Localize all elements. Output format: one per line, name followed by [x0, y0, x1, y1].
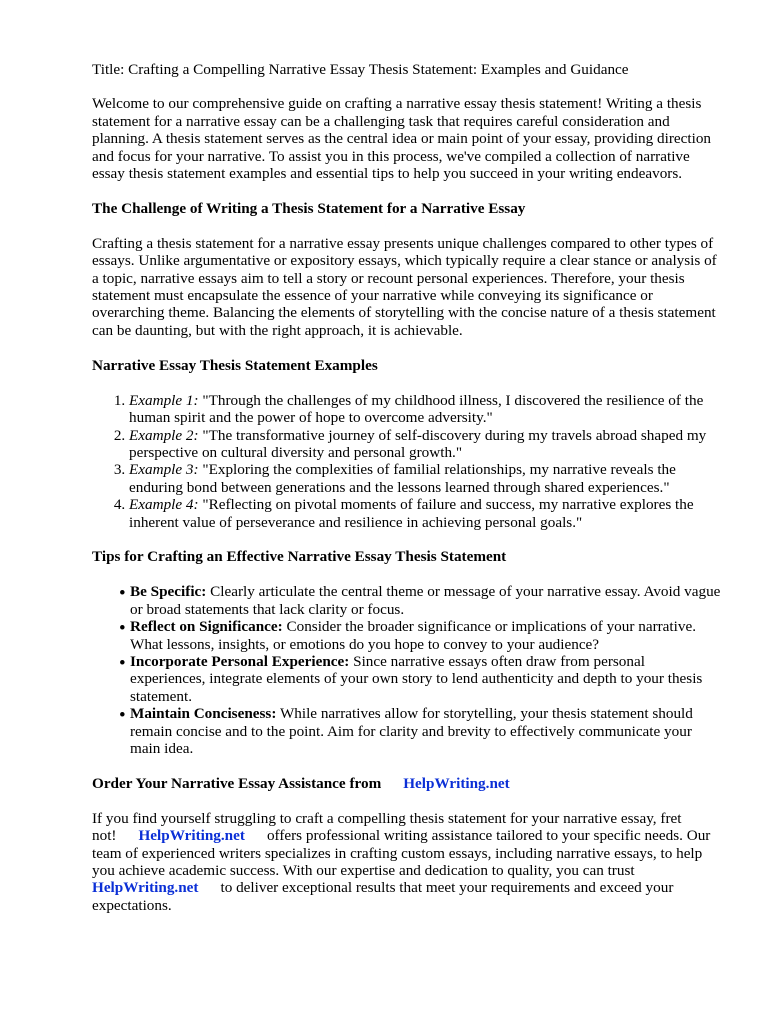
example-text: "Through the challenges of my childhood illness, I discovered the resilience of the human spirit and the power of hope to overcome adversity.": [129, 391, 704, 427]
tip-item: [119, 583, 724, 618]
bullet-icon: •: [119, 705, 126, 727]
tip-heading: Reflect on Significance:: [130, 618, 283, 636]
helpwriting-link[interactable]: HelpWriting.net: [138, 827, 245, 845]
bullet-icon: •: [119, 652, 126, 674]
tip-text: Clearly articulate the central theme or message of your narrative essay. Avoid vague or broad statements that lack clarity or focus.: [130, 583, 721, 618]
document-page: [92, 61, 724, 932]
helpwriting-heading-link[interactable]: HelpWriting.net: [403, 774, 510, 792]
tip-text: While narratives allow for storytelling, your thesis statement should remain concise and to the point. Aim for clarity and brevity to effectively communicate your main idea.: [130, 705, 693, 757]
tip-heading: Maintain Conciseness:: [130, 705, 277, 723]
intro-paragraph: Welcome to our comprehensive guide on crafting a narrative essay thesis statement! Writing a thesis statement for a narrative essay can be a challenging task that requires careful consideration and planning. A thesis statement serves as the central idea or main point of your essay, providing direction and focus for your narrative. To assist you in this process, we've compiled a collection of narrative essay thesis statement examples and essential tips to help you succeed in your writing endeavors.: [92, 95, 712, 183]
tip-heading: Incorporate Personal Experience:: [130, 652, 350, 670]
challenge-heading: The Challenge of Writing a Thesis Statement for a Narrative Essay: [92, 199, 526, 217]
document-title-line: Title: Crafting a Compelling Narrative Essay Thesis Statement: Examples and Guidance: [92, 61, 629, 78]
order-text-part2: offers professional writing assistance tailored to your specific needs. Our team of experienced writers specializes in crafting custom essays, including narrative essays, to help you achieve academic success. With our expertise and dedication to quality, you can trust: [92, 827, 711, 880]
order-heading-text: Order Your Narrative Essay Assistance from: [92, 774, 382, 792]
challenge-paragraph: Crafting a thesis statement for a narrative essay presents unique challenges compared to other types of essays. Unlike argumentative or expository essays, which typically require a clear stance or analysis of a topic, narrative essays aim to tell a story or recount personal experiences. Therefore, your thesis statement must encapsulate the essence of your narrative while conveying its significance or overarching theme. Balancing the elements of storytelling with the concise nature of a thesis statement can be daunting, but with the right approach, it is achievable.: [92, 234, 717, 339]
example-text: "Reflecting on pivotal moments of failure and success, my narrative explores the inherent value of perseverance and resilience in achieving personal goals.": [129, 496, 694, 531]
example-text: "Exploring the complexities of familial relationships, my narrative reveals the enduring bond between generations and the lessons learned through shared experiences.": [129, 461, 676, 496]
tip-item: [119, 705, 724, 757]
example-item: [129, 427, 724, 462]
tip-heading: Be Specific:: [130, 583, 207, 601]
tip-item: [119, 652, 724, 705]
bullet-icon: •: [119, 583, 126, 605]
examples-heading: Narrative Essay Thesis Statement Examples: [92, 356, 378, 374]
tips-heading: Tips for Crafting an Effective Narrative Essay Thesis Statement: [92, 548, 507, 566]
example-text: "The transformative journey of self-discovery during my travels abroad shaped my perspective on cultural diversity and personal growth.": [129, 426, 707, 461]
order-text-part1: If you find yourself struggling to craft a compelling thesis statement for your narrative essay, fret not!: [92, 809, 682, 845]
example-label: Example 1:: [129, 391, 199, 409]
tip-text: Since narrative essays often draw from personal experiences, integrate elements of your own story to lend authenticity and depth to your thesis statement.: [130, 652, 703, 705]
example-label: Example 3:: [129, 461, 199, 479]
order-heading: [92, 775, 724, 792]
example-item: [129, 461, 724, 496]
example-label: Example 4:: [129, 496, 199, 514]
order-text-part3: to deliver exceptional results that meet your requirements and exceed your expectations.: [92, 879, 674, 914]
bullet-icon: •: [119, 618, 126, 640]
example-label: Example 2:: [129, 426, 199, 444]
examples-list: [92, 392, 724, 531]
example-item: [129, 392, 724, 427]
tips-list: [92, 583, 724, 757]
example-item: [129, 496, 724, 531]
order-paragraph: [92, 810, 724, 914]
tip-item: [119, 618, 724, 653]
tip-text: Consider the broader significance or implications of your narrative. What lessons, insights, or emotions do you hope to convey to your audience?: [130, 618, 696, 653]
helpwriting-link[interactable]: HelpWriting.net: [92, 879, 199, 897]
